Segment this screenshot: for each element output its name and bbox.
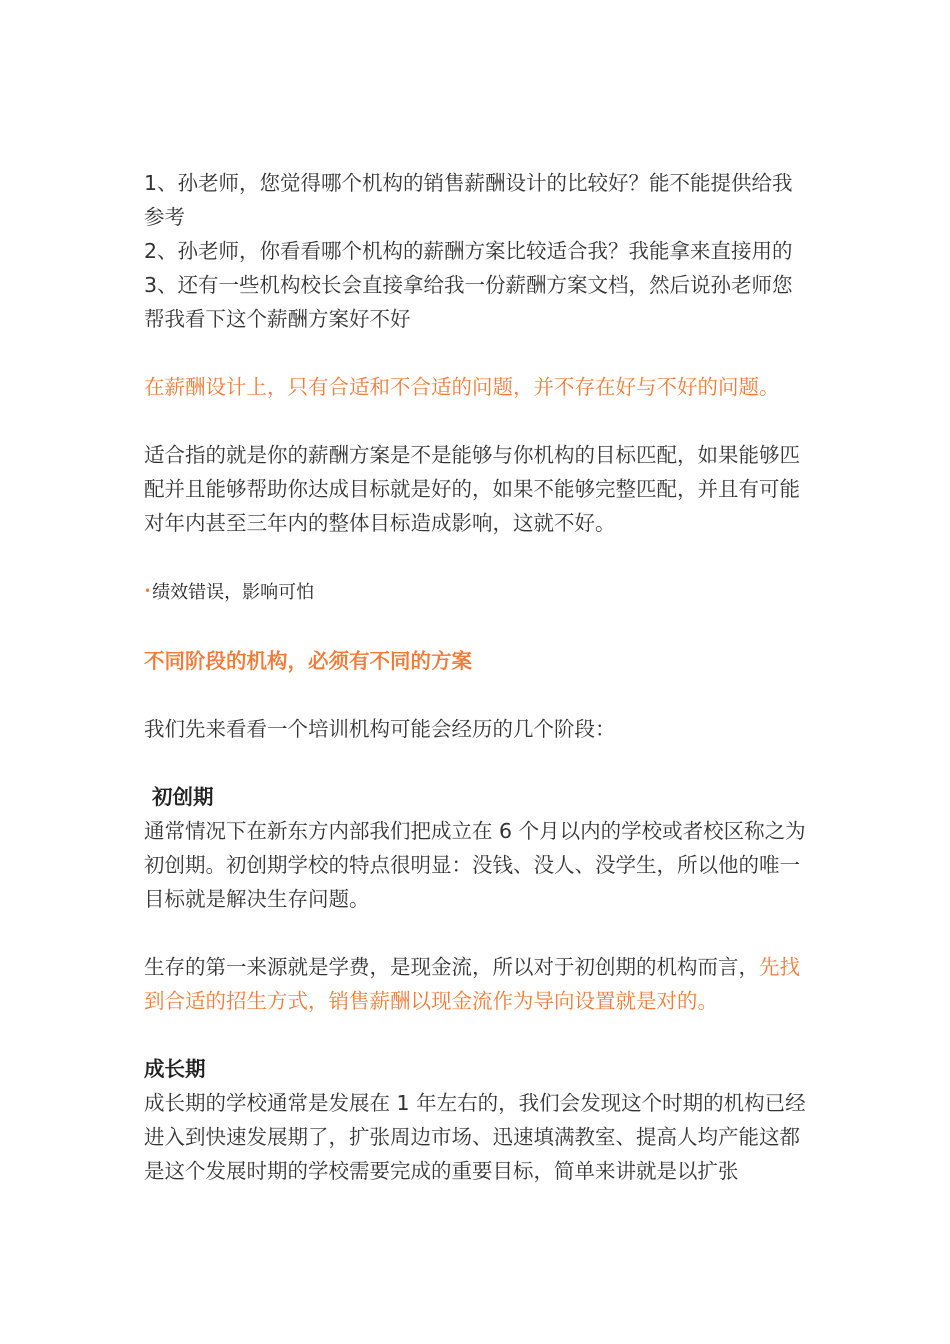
stage1-paragraph-2 <box>144 950 808 1018</box>
bullet-dot-icon: • <box>144 584 152 598</box>
stages-intro: 我们先来看看一个培训机构可能会经历的几个阶段： <box>144 717 616 741</box>
question-3: 3、还有一些机构校长会直接拿给我一份薪酬方案文档，然后说孙老师您帮我看下这个薪酬方案好不好 <box>144 273 793 331</box>
highlight-statement: 在薪酬设计上，只有合适和不合适的问题，并不存在好与不好的问题。 <box>144 375 780 399</box>
stage1-paragraph-2-plain: 生存的第一来源就是学费，是现金流，所以对于初创期的机构而言， <box>144 955 759 979</box>
stage2-paragraph-1: 成长期的学校通常是发展在 1 年左右的，我们会发现这个时期的机构已经进入到快速发展期了，扩张周边市场、迅速填满教室、提高人均产能这都是这个发展时期的学校需要完成的重要目标，简单来讲就是以扩张 <box>144 1091 806 1183</box>
section-heading: 不同阶段的机构，必须有不同的方案 <box>144 649 472 673</box>
bullet-item <box>144 574 808 610</box>
question-1: 1、孙老师，您觉得哪个机构的销售薪酬设计的比较好？能不能提供给我参考 <box>144 171 793 229</box>
stage2-title: 成长期 <box>144 1057 206 1081</box>
bullet-text: 绩效错误，影响可怕 <box>152 582 315 603</box>
fit-paragraph: 适合指的就是你的薪酬方案是不是能够与你机构的目标匹配，如果能够匹配并且能够帮助你达成目标就是好的，如果不能够完整匹配，并且有可能对年内甚至三年内的整体目标造成影响，这就不好。 <box>144 443 800 535</box>
stage1-paragraph-2-highlight: 先找到合适的招生方式，销售薪酬以现金流作为导向设置就是对的。 <box>144 955 800 1013</box>
question-2: 2、孙老师，你看看哪个机构的薪酬方案比较适合我？我能拿来直接用的 <box>144 239 793 263</box>
document-body <box>144 166 808 1188</box>
stage1-paragraph-1: 通常情况下在新东方内部我们把成立在 6 个月以内的学校或者校区称之为初创期。初创期学校的特点很明显：没钱、没人、没学生，所以他的唯一目标就是解决生存问题。 <box>144 819 806 911</box>
stage1-title: 初创期 <box>152 785 214 809</box>
